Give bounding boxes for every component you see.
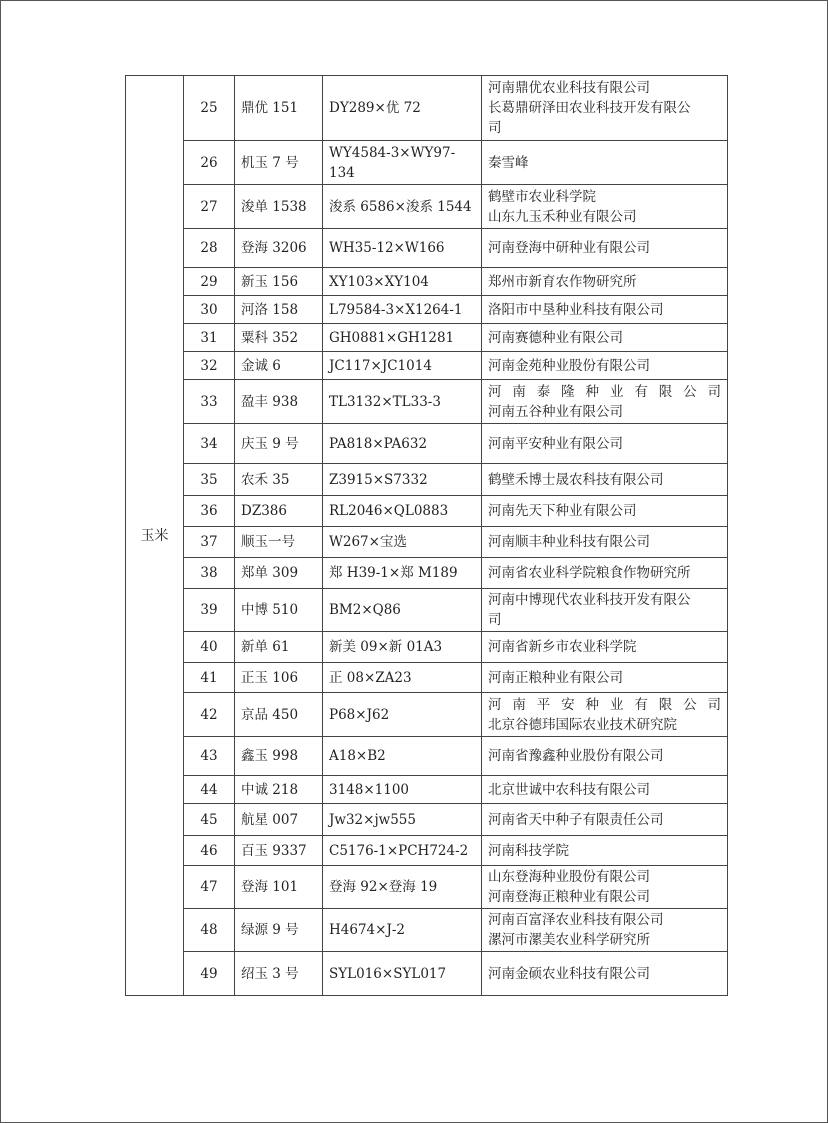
- table-row: [126, 804, 728, 836]
- applicant-unit-cell: [482, 380, 728, 424]
- table-row: [126, 909, 728, 952]
- serial-number-cell: 40: [184, 632, 235, 663]
- pedigree-cell: A18×B2: [323, 737, 482, 776]
- serial-number-cell: 37: [184, 527, 235, 558]
- pedigree-cell: PA818×PA632: [323, 424, 482, 464]
- variety-name-cell: 河洛 158: [235, 296, 323, 324]
- applicant-unit-cell: [482, 76, 728, 141]
- table-row: [126, 496, 728, 527]
- serial-number-cell: 39: [184, 589, 235, 632]
- applicant-unit-line: 山东九玉禾种业有限公司: [488, 208, 637, 225]
- applicant-unit-line: 河南中博现代农业科技开发有限公: [488, 592, 691, 608]
- serial-number-cell: 32: [184, 352, 235, 380]
- pedigree-cell: DY289×优 72: [323, 76, 482, 141]
- applicant-unit-cell: [482, 424, 728, 464]
- table-row: [126, 776, 728, 804]
- applicant-unit-line: 司: [488, 120, 502, 136]
- applicant-unit-line: 河南平安种业有限公司: [488, 435, 623, 452]
- variety-name-cell: 百玉 9337: [235, 836, 323, 866]
- variety-table: [125, 75, 728, 996]
- applicant-unit-cell: [482, 229, 728, 268]
- applicant-unit-cell: [482, 909, 728, 952]
- pedigree-cell: Jw32×jw555: [323, 804, 482, 836]
- pedigree-cell: H4674×J-2: [323, 909, 482, 952]
- serial-number-cell: 26: [184, 141, 235, 185]
- applicant-unit-cell: [482, 296, 728, 324]
- variety-name-cell: 浚单 1538: [235, 185, 323, 229]
- pedigree-cell: 正 08×ZA23: [323, 663, 482, 693]
- applicant-unit-line: 河南鼎优农业科技有限公司: [488, 80, 650, 96]
- variety-name-cell: 航星 007: [235, 804, 323, 836]
- table-row: [126, 324, 728, 352]
- crop-name-cell: 玉米: [126, 76, 184, 996]
- applicant-unit-line: 河南赛德种业有限公司: [488, 329, 623, 346]
- variety-name-cell: 庆玉 9 号: [235, 424, 323, 464]
- table-row: [126, 866, 728, 909]
- table-row: [126, 836, 728, 866]
- variety-name-cell: 新玉 156: [235, 268, 323, 296]
- applicant-unit-line: 河南先天下种业有限公司: [488, 503, 637, 519]
- applicant-unit-cell: [482, 804, 728, 836]
- applicant-unit-cell: [482, 558, 728, 589]
- variety-name-cell: 登海 101: [235, 866, 323, 909]
- applicant-unit-line: 河南省豫鑫种业股份有限公司: [488, 748, 664, 764]
- variety-name-cell: 粟科 352: [235, 324, 323, 352]
- variety-name-cell: 顺玉一号: [235, 527, 323, 558]
- variety-name-cell: 正玉 106: [235, 663, 323, 693]
- serial-number-cell: 46: [184, 836, 235, 866]
- pedigree-cell: RL2046×QL0883: [323, 496, 482, 527]
- pedigree-cell: C5176-1×PCH724-2: [323, 836, 482, 866]
- serial-number-cell: 34: [184, 424, 235, 464]
- serial-number-cell: 42: [184, 693, 235, 737]
- applicant-unit-cell: [482, 589, 728, 632]
- applicant-unit-line: 北京谷德玮国际农业技术研究院: [488, 716, 677, 733]
- serial-number-cell: 43: [184, 737, 235, 776]
- pedigree-cell: SYL016×SYL017: [323, 952, 482, 996]
- variety-name-cell: 绿源 9 号: [235, 909, 323, 952]
- applicant-unit-cell: [482, 185, 728, 229]
- applicant-unit-cell: [482, 836, 728, 866]
- applicant-unit-cell: [482, 693, 728, 737]
- applicant-unit-line: 河南五谷种业有限公司: [488, 403, 623, 420]
- serial-number-cell: 33: [184, 380, 235, 424]
- serial-number-cell: 25: [184, 76, 235, 141]
- pedigree-cell: 3148×1100: [323, 776, 482, 804]
- pedigree-cell: XY103×XY104: [323, 268, 482, 296]
- applicant-unit-line: 河南金硕农业科技有限公司: [488, 965, 650, 982]
- pedigree-cell: WY4584-3×WY97-134: [323, 141, 482, 185]
- serial-number-cell: 29: [184, 268, 235, 296]
- pedigree-cell: JC117×JC1014: [323, 352, 482, 380]
- table-row: [126, 141, 728, 185]
- applicant-unit-cell: [482, 464, 728, 496]
- applicant-unit-line: 长葛鼎研泽田农业科技开发有限公: [488, 100, 691, 116]
- applicant-unit-line: 洛阳市中垦种业科技有限公司: [488, 301, 664, 318]
- applicant-unit-cell: [482, 776, 728, 804]
- applicant-unit-line: 秦雪峰: [488, 154, 529, 171]
- table-row: [126, 464, 728, 496]
- variety-name-cell: 绍玉 3 号: [235, 952, 323, 996]
- applicant-unit-line: 河南登海中研种业有限公司: [488, 240, 650, 256]
- table-row: [126, 527, 728, 558]
- applicant-unit-line: 河南百富泽农业科技有限公司: [488, 912, 664, 928]
- pedigree-cell: 新美 09×新 01A3: [323, 632, 482, 663]
- applicant-unit-line: 漯河市漯美农业科学研究所: [488, 932, 650, 948]
- pedigree-cell: 浚系 6586×浚系 1544: [323, 185, 482, 229]
- table-row: [126, 737, 728, 776]
- applicant-unit-line: 河 南 平 安 种 业 有 限 公 司: [488, 696, 721, 713]
- serial-number-cell: 36: [184, 496, 235, 527]
- applicant-unit-cell: [482, 141, 728, 185]
- variety-name-cell: 机玉 7 号: [235, 141, 323, 185]
- applicant-unit-line: 河南省天中种子有限责任公司: [488, 811, 664, 828]
- serial-number-cell: 38: [184, 558, 235, 589]
- applicant-unit-cell: [482, 663, 728, 693]
- serial-number-cell: 48: [184, 909, 235, 952]
- serial-number-cell: 28: [184, 229, 235, 268]
- applicant-unit-cell: [482, 496, 728, 527]
- applicant-unit-line: 河南科技学院: [488, 842, 569, 859]
- pedigree-cell: 登海 92×登海 19: [323, 866, 482, 909]
- applicant-unit-line: 河南省农业科学院粮食作物研究所: [488, 565, 691, 581]
- variety-name-cell: 盈丰 938: [235, 380, 323, 424]
- variety-name-cell: 郑单 309: [235, 558, 323, 589]
- table-row: [126, 185, 728, 229]
- variety-name-cell: 中博 510: [235, 589, 323, 632]
- applicant-unit-line: 河南正粮种业有限公司: [488, 669, 623, 686]
- serial-number-cell: 47: [184, 866, 235, 909]
- serial-number-cell: 41: [184, 663, 235, 693]
- table-row: [126, 424, 728, 464]
- applicant-unit-line: 河南登海正粮种业有限公司: [488, 889, 650, 905]
- pedigree-cell: L79584-3×X1264-1: [323, 296, 482, 324]
- variety-name-cell: 鼎优 151: [235, 76, 323, 141]
- pedigree-cell: WH35-12×W166: [323, 229, 482, 268]
- table-row: [126, 268, 728, 296]
- table-row: [126, 352, 728, 380]
- table-row: [126, 952, 728, 996]
- variety-name-cell: 登海 3206: [235, 229, 323, 268]
- variety-name-cell: 金诚 6: [235, 352, 323, 380]
- applicant-unit-cell: [482, 527, 728, 558]
- table-row: [126, 663, 728, 693]
- variety-name-cell: 新单 61: [235, 632, 323, 663]
- serial-number-cell: 31: [184, 324, 235, 352]
- applicant-unit-line: 河南省新乡市农业科学院: [488, 639, 637, 655]
- pedigree-cell: W267×宝选: [323, 527, 482, 558]
- serial-number-cell: 27: [184, 185, 235, 229]
- table-row: [126, 693, 728, 737]
- applicant-unit-line: 河 南 泰 隆 种 业 有 限 公 司: [488, 383, 721, 400]
- pedigree-cell: TL3132×TL33-3: [323, 380, 482, 424]
- applicant-unit-cell: [482, 352, 728, 380]
- serial-number-cell: 30: [184, 296, 235, 324]
- pedigree-cell: P68×J62: [323, 693, 482, 737]
- table-row: [126, 558, 728, 589]
- applicant-unit-line: 北京世诚中农科技有限公司: [488, 781, 650, 798]
- table-row: [126, 589, 728, 632]
- pedigree-cell: GH0881×GH1281: [323, 324, 482, 352]
- serial-number-cell: 45: [184, 804, 235, 836]
- applicant-unit-line: 鹤壁市农业科学院: [488, 188, 596, 205]
- applicant-unit-line: 河南顺丰种业科技有限公司: [488, 534, 650, 550]
- applicant-unit-line: 鹤壁禾博士晟农科技有限公司: [488, 471, 664, 488]
- pedigree-cell: 郑 H39-1×郑 M189: [323, 558, 482, 589]
- serial-number-cell: 49: [184, 952, 235, 996]
- applicant-unit-cell: [482, 866, 728, 909]
- pedigree-cell: BM2×Q86: [323, 589, 482, 632]
- variety-name-cell: 农禾 35: [235, 464, 323, 496]
- pedigree-cell: Z3915×S7332: [323, 464, 482, 496]
- table-row: [126, 380, 728, 424]
- applicant-unit-cell: [482, 632, 728, 663]
- variety-name-cell: 中诚 218: [235, 776, 323, 804]
- applicant-unit-cell: [482, 952, 728, 996]
- variety-name-cell: DZ386: [235, 496, 323, 527]
- applicant-unit-line: 山东登海种业股份有限公司: [488, 869, 650, 885]
- table-row: [126, 229, 728, 268]
- serial-number-cell: 35: [184, 464, 235, 496]
- applicant-unit-cell: [482, 737, 728, 776]
- table-row: [126, 76, 728, 141]
- applicant-unit-line: 河南金苑种业股份有限公司: [488, 357, 650, 374]
- applicant-unit-line: 郑州市新育农作物研究所: [488, 273, 637, 290]
- table-row: [126, 296, 728, 324]
- variety-name-cell: 京品 450: [235, 693, 323, 737]
- applicant-unit-cell: [482, 324, 728, 352]
- applicant-unit-cell: [482, 268, 728, 296]
- table-row: [126, 632, 728, 663]
- applicant-unit-line: 司: [488, 612, 502, 628]
- variety-name-cell: 鑫玉 998: [235, 737, 323, 776]
- serial-number-cell: 44: [184, 776, 235, 804]
